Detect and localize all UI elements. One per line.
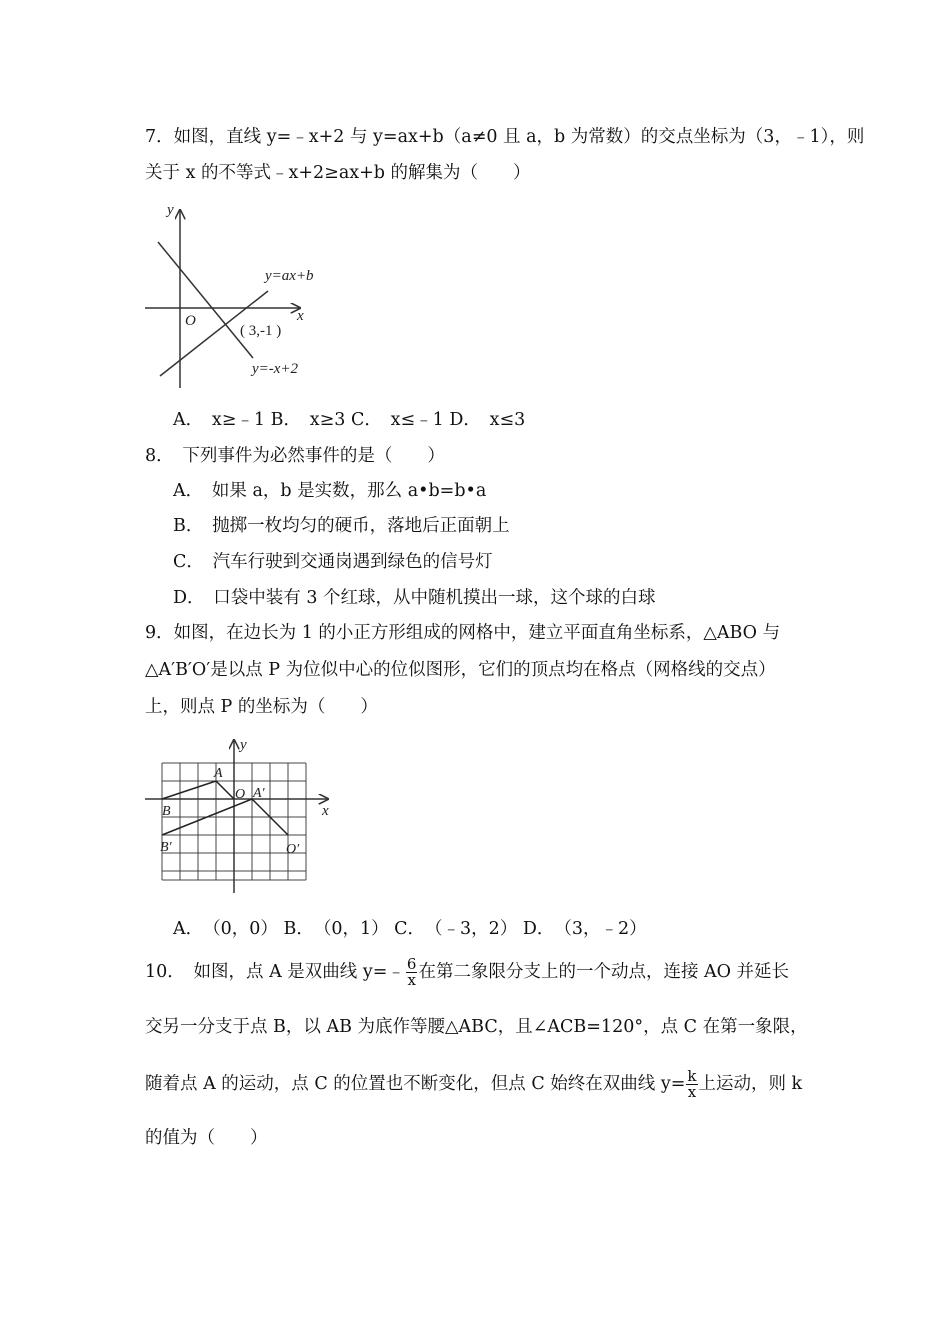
q9-label-b: B (162, 804, 171, 819)
q9-y-label: y (240, 737, 247, 753)
q10-fraction-k-over-x: $\frac{k}{x}$ (687, 1067, 697, 1101)
q9-label-a: A (214, 766, 223, 781)
q8-stem: 8． 下列事件为必然事件的是（ ） (145, 446, 445, 466)
q10-line3-after: 上运动，则 k (698, 1074, 803, 1094)
q9-label-o2: O′ (286, 842, 300, 857)
q7-stem-line1: 7．如图，直线 y=﹣x+2 与 y=ax+b（a≠0 且 a，b 为常数）的交点坐标为（3，﹣1），则 (145, 127, 865, 147)
q9-stem-line2: △A′B′O′是以点 P 为位似中心的位似图形，它们的顶点均在格点（网格线的交点） (145, 660, 776, 680)
q7-figure (140, 200, 340, 390)
q8-option-c: C． 汽车行驶到交通岗遇到绿色的信号灯 (173, 552, 493, 572)
q7-stem-line2: 关于 x 的不等式﹣x+2≥ax+b 的解集为（ ） (145, 163, 531, 183)
q10-line1-before: 10． 如图，点 A 是双曲线 y=﹣ (145, 962, 405, 982)
q10-line3-before: 随着点 A 的运动，点 C 的位置也不断变化，但点 C 始终在双曲线 y= (145, 1074, 686, 1094)
q7-options: A． x≥﹣1 B． x≥3 C． x≤﹣1 D． x≤3 (173, 410, 526, 430)
q9-label-o: O (235, 787, 246, 802)
q9-stem-line1: 9．如图，在边长为 1 的小正方形组成的网格中，建立平面直角坐标系，△ABO 与 (145, 623, 781, 643)
q7-origin-label: O (185, 313, 196, 329)
q8-option-b: B． 抛掷一枚均匀的硬币，落地后正面朝上 (173, 516, 510, 536)
q7-x-label: x (297, 308, 304, 324)
q9-stem-line3: 上，则点 P 的坐标为（ ） (145, 697, 378, 717)
q10-fraction-6-over-x: $\frac{6}{x}$ (406, 955, 417, 989)
q9-options: A． （0，0） B． （0，1） C． （﹣3，2） D． （3，﹣2） (173, 919, 647, 939)
q8-option-d: D． 口袋中装有 3 个红球，从中随机摸出一球，这个球的白球 (173, 588, 656, 608)
q7-y-label: y (167, 202, 174, 218)
q10-stem-line3 (145, 1069, 802, 1100)
q10-stem-line2: 交另一分支于点 B，以 AB 为底作等腰△ABC，且∠ACB=120°，点 C 在第一象限， (145, 1017, 808, 1037)
q7-line-label-1: y=ax+b (265, 268, 314, 284)
q10-stem-line4: 的值为（ ） (145, 1128, 268, 1148)
q10-stem-line1 (145, 957, 789, 988)
q7-line-label-2: y=-x+2 (252, 361, 299, 377)
q9-label-a2: A′ (253, 786, 265, 801)
q9-label-b2: B′ (160, 840, 172, 855)
q9-x-label: x (322, 803, 329, 819)
q8-option-a: A． 如果 a，b 是实数，那么 a•b=b•a (173, 481, 487, 501)
q9-figure (140, 735, 340, 895)
q10-line1-after: 在第二象限分支上的一个动点，连接 AO 并延长 (418, 962, 790, 982)
q7-point-label: ( 3,-1 ) (240, 323, 282, 339)
